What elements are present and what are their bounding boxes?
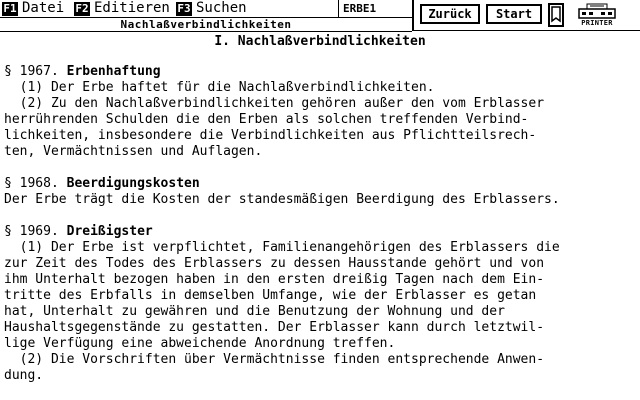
bookmark-icon xyxy=(551,6,561,24)
printer-label: PRINTER xyxy=(581,19,613,27)
f3-key-icon: F3 xyxy=(177,2,191,15)
section-number: § 1968. xyxy=(4,176,59,191)
file-name: ERBE1 xyxy=(338,0,412,17)
section-title: Beerdigungskosten xyxy=(66,176,200,191)
document-title-bar xyxy=(0,17,412,32)
text-line: tritte des Erbfalls in demselben Umfange, wie der Erblasser es getan xyxy=(4,288,537,303)
text-line: lichkeiten, insbesondere die Verbindlichkeiten aus Pflichtteilsrech- xyxy=(4,128,537,143)
section-header xyxy=(4,64,624,80)
f1-key-icon: F1 xyxy=(3,2,17,15)
text-line: ten, Vermächtnissen und Auflagen. xyxy=(4,144,263,159)
menu-datei-label: Datei xyxy=(22,0,65,16)
text-line: herrührenden Schulden die den Erben als solchen treffenden Verbind- xyxy=(4,112,529,127)
menu-suchen[interactable] xyxy=(176,1,247,16)
section-1967 xyxy=(4,64,624,160)
text-line: dung. xyxy=(4,368,44,383)
menu-bar xyxy=(0,0,412,17)
menu-suchen-label: Suchen xyxy=(196,0,247,16)
text-line: hat, Unterhalt zu gewähren und die Benutzung der Wohnung und der xyxy=(4,304,505,319)
document-content xyxy=(0,31,640,400)
chapter-heading: I. Nachlaßverbindlichkeiten xyxy=(214,34,426,49)
text-line: lige Verfügung eine abweichende Anordnung treffen. xyxy=(4,336,396,351)
bookmark-button[interactable] xyxy=(548,3,564,27)
section-title: Erbenhaftung xyxy=(66,64,161,79)
section-header xyxy=(4,176,624,192)
section-number: § 1969. xyxy=(4,224,59,239)
printer-button[interactable] xyxy=(572,2,622,28)
document-title: Nachlaßverbindlichkeiten xyxy=(120,18,292,31)
text-line: Der Erbe trägt die Kosten der standesmäßigen Beerdigung des Erblassers. xyxy=(4,192,560,207)
section-header xyxy=(4,224,624,240)
text-line: ihm Unterhalt bezogen haben in den ersten dreißig Tagen nach dem Ein- xyxy=(4,272,545,287)
start-button[interactable]: Start xyxy=(486,4,542,24)
section-title: Dreißigster xyxy=(66,224,153,239)
text-line: Haushaltsgegenstände zu gestatten. Der Erblasser kann durch letztwil- xyxy=(4,320,545,335)
text-line: (1) Der Erbe haftet für die Nachlaßverbindlichkeiten. xyxy=(4,80,435,95)
printer-icon xyxy=(577,3,617,19)
section-1968 xyxy=(4,176,624,208)
menu-datei[interactable] xyxy=(2,1,64,16)
f2-key-icon: F2 xyxy=(75,2,89,15)
back-button[interactable]: Zurück xyxy=(420,4,480,24)
menu-editieren[interactable] xyxy=(74,1,170,16)
text-line: (2) Die Vorschriften über Vermächtnisse finden entsprechende Anwen- xyxy=(4,352,545,367)
text-line: zur Zeit des Todes des Erblassers zu dessen Hausstande gehört und von xyxy=(4,256,545,271)
section-1969 xyxy=(4,224,624,384)
menu-editieren-label: Editieren xyxy=(94,0,170,16)
toolbar xyxy=(412,0,640,31)
section-number: § 1967. xyxy=(4,64,59,79)
text-line: (1) Der Erbe ist verpflichtet, Familienangehörigen des Erblassers die xyxy=(4,240,560,255)
text-line: (2) Zu den Nachlaßverbindlichkeiten gehören außer den vom Erblasser xyxy=(4,96,545,111)
